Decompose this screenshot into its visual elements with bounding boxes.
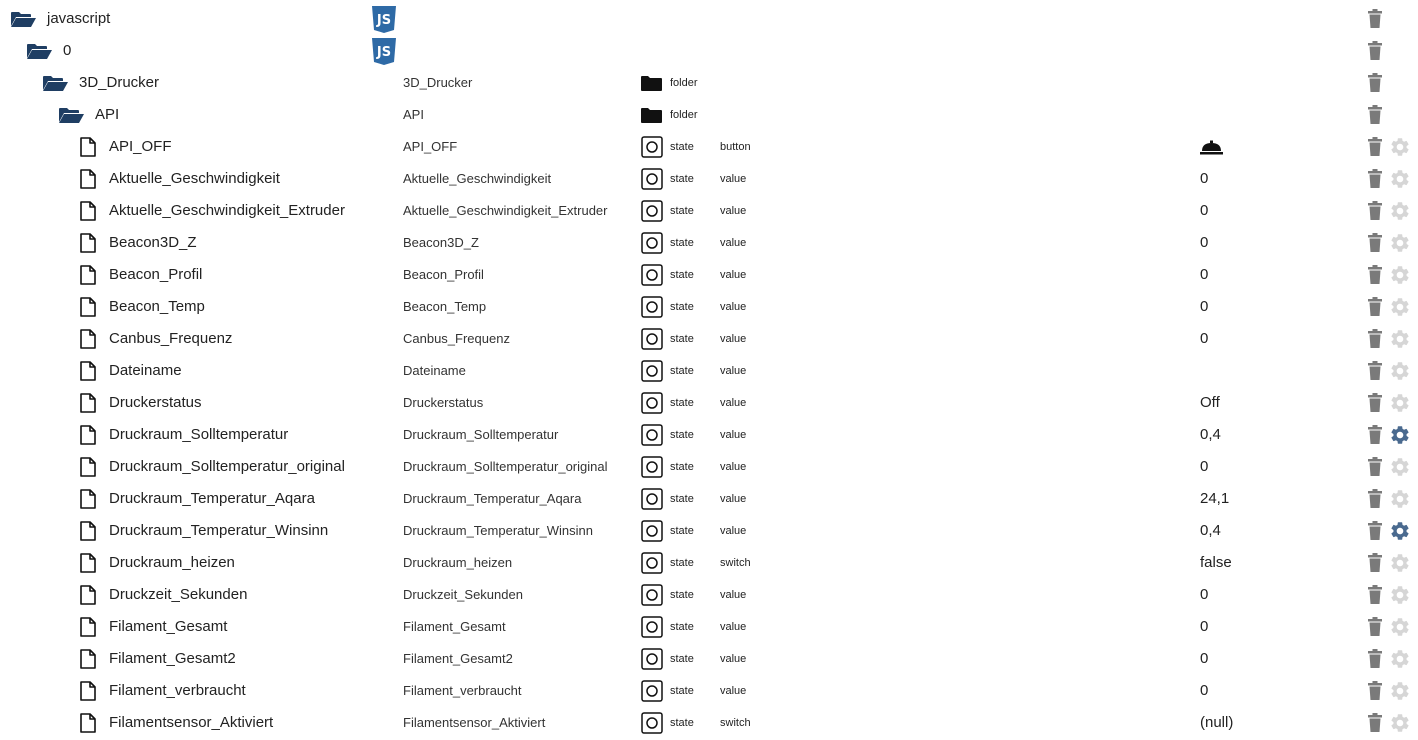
settings-gear-icon[interactable] [1389,136,1411,158]
state-type-icon [641,232,663,254]
state-role: value [720,429,747,441]
state-title: Druckraum_Solltemperatur [403,427,559,442]
state-type-icon [641,648,663,670]
tree-item-name: 0 [63,42,72,59]
state-role: value [720,301,747,313]
state-title: Filament_Gesamt [403,619,506,634]
delete-icon[interactable] [1367,329,1383,349]
state-type-icon [641,712,663,734]
state-title: Filament_Gesamt2 [403,651,513,666]
delete-icon[interactable] [1367,457,1383,477]
state-title: Filament_verbraucht [403,683,522,698]
state-name: Druckraum_Temperatur_Aqara [109,490,315,507]
state-value[interactable]: 0 [1200,682,1209,699]
object-type: folder [670,109,698,121]
delete-icon[interactable] [1367,681,1383,701]
state-name: Filament_Gesamt [109,618,228,635]
delete-icon[interactable] [1367,649,1383,669]
state-value[interactable]: 0 [1200,618,1209,635]
delete-icon[interactable] [1367,9,1383,29]
state-row-aktuelle-geschwindigkeit-extruder[interactable] [0,195,1418,227]
state-type-icon [641,264,663,286]
state-type-icon [641,168,663,190]
settings-gear-icon[interactable] [1389,392,1411,414]
state-row-aktuelle-geschwindigkeit[interactable] [0,163,1418,195]
state-row-druckerstatus[interactable] [0,387,1418,419]
object-type: state [670,237,694,249]
settings-gear-icon[interactable] [1389,264,1411,286]
state-title: Canbus_Frequenz [403,331,510,346]
file-icon [80,329,96,349]
object-type: state [670,301,694,313]
tree-row-instance-0[interactable] [0,35,1418,67]
state-type-icon [641,424,663,446]
state-name: API_OFF [109,138,172,155]
delete-icon[interactable] [1367,521,1383,541]
delete-icon[interactable] [1367,361,1383,381]
state-row-filament-gesamt2[interactable] [0,643,1418,675]
state-type-icon [641,520,663,542]
delete-icon[interactable] [1367,617,1383,637]
state-name: Beacon3D_Z [109,234,197,251]
state-name: Druckzeit_Sekunden [109,586,248,603]
object-type: state [670,525,694,537]
state-title: Druckzeit_Sekunden [403,587,523,602]
state-name: Filament_verbraucht [109,682,246,699]
state-value[interactable]: 0 [1200,586,1209,603]
file-icon [80,649,96,669]
state-value[interactable]: 0 [1200,170,1209,187]
file-icon [80,553,96,573]
state-title: Druckraum_Temperatur_Aqara [403,491,582,506]
js-logo-icon [371,37,397,66]
file-icon [80,713,96,733]
object-type: state [670,461,694,473]
object-type: state [670,589,694,601]
state-row-druckraum-heizen[interactable] [0,547,1418,579]
settings-gear-icon[interactable] [1389,168,1411,190]
state-name: Canbus_Frequenz [109,330,233,347]
delete-icon[interactable] [1367,169,1383,189]
object-type: state [670,269,694,281]
file-icon [80,681,96,701]
settings-gear-icon[interactable] [1389,456,1411,478]
state-title: Druckraum_heizen [403,555,513,570]
svg-text:JS: JS [376,13,392,28]
file-icon [80,201,96,221]
folder-open-icon[interactable] [58,107,85,124]
state-type-icon [641,136,663,158]
settings-gear-icon[interactable] [1389,616,1411,638]
object-type: state [670,621,694,633]
file-icon [80,137,96,157]
state-type-icon [641,296,663,318]
state-role: value [720,685,747,697]
state-role: value [720,397,747,409]
state-value[interactable]: 0 [1200,298,1209,315]
state-value[interactable]: 0 [1200,202,1209,219]
state-value[interactable]: 0 [1200,234,1209,251]
delete-icon[interactable] [1367,553,1383,573]
object-type: state [670,493,694,505]
state-value[interactable]: false [1200,554,1232,571]
tree-row-api[interactable] [0,99,1418,131]
state-name: Druckraum_Solltemperatur [109,426,289,443]
state-role: switch [720,557,751,569]
state-row-filamentsensor-aktiviert[interactable] [0,707,1418,739]
file-icon [80,585,96,605]
state-value[interactable]: 0 [1200,266,1209,283]
state-type-icon [641,552,663,574]
state-name: Filamentsensor_Aktiviert [109,714,274,731]
state-row-beacon-profil[interactable] [0,259,1418,291]
state-type-icon [641,616,663,638]
delete-icon[interactable] [1367,713,1383,733]
folder-open-icon[interactable] [10,11,37,28]
state-role: value [720,493,747,505]
state-value[interactable]: Off [1200,394,1220,411]
delete-icon[interactable] [1367,105,1383,125]
delete-icon[interactable] [1367,425,1383,445]
settings-gear-icon[interactable] [1389,232,1411,254]
state-value[interactable]: 24,1 [1200,490,1230,507]
state-title: Beacon_Temp [403,299,487,314]
tree-item-name: 3D_Drucker [79,74,160,91]
state-title: Aktuelle_Geschwindigkeit_Extruder [403,203,608,218]
state-title: Dateiname [403,363,466,378]
settings-gear-icon[interactable] [1389,296,1411,318]
settings-gear-icon[interactable] [1389,328,1411,350]
state-role: value [720,269,747,281]
delete-icon[interactable] [1367,265,1383,285]
state-name: Beacon_Profil [109,266,203,283]
file-icon [80,425,96,445]
delete-icon[interactable] [1367,393,1383,413]
settings-gear-icon[interactable] [1389,488,1411,510]
state-row-druckraum-temperatur-winsinn[interactable] [0,515,1418,547]
settings-gear-icon[interactable] [1389,680,1411,702]
file-icon [80,521,96,541]
state-name: Filament_Gesamt2 [109,650,236,667]
state-row-api-off[interactable] [0,131,1418,163]
state-name: Druckraum_Temperatur_Winsinn [109,522,329,539]
object-type: state [670,205,694,217]
state-role: switch [720,717,751,729]
state-row-druckraum-temperatur-aqara[interactable] [0,483,1418,515]
delete-icon[interactable] [1367,585,1383,605]
settings-gear-icon[interactable] [1389,360,1411,382]
bell-icon[interactable] [1200,139,1223,155]
object-type: state [670,717,694,729]
state-title: Druckraum_Temperatur_Winsinn [403,523,594,538]
delete-icon[interactable] [1367,201,1383,221]
settings-gear-icon[interactable] [1389,584,1411,606]
state-row-druckzeit-sekunden[interactable] [0,579,1418,611]
state-role: value [720,365,747,377]
file-icon [80,169,96,189]
state-value[interactable]: (null) [1200,714,1234,731]
object-type: state [670,141,694,153]
settings-gear-icon[interactable] [1389,520,1411,542]
state-row-beacon-temp[interactable] [0,291,1418,323]
delete-icon[interactable] [1367,73,1383,93]
object-type: state [670,173,694,185]
state-row-druckraum-solltemperatur-original[interactable] [0,451,1418,483]
state-value[interactable]: 0 [1200,650,1209,667]
folder-icon [641,76,662,91]
state-type-icon [641,488,663,510]
state-title: Druckraum_Solltemperatur_original [403,459,608,474]
object-type: state [670,397,694,409]
object-type: state [670,685,694,697]
tree-item-name: API [95,106,120,123]
tree-item-title: 3D_Drucker [403,75,473,90]
state-type-icon [641,328,663,350]
state-title: Filamentsensor_Aktiviert [403,715,546,730]
state-name: Druckerstatus [109,394,202,411]
state-name: Druckraum_heizen [109,554,235,571]
js-logo-icon [371,5,397,34]
state-role: value [720,205,747,217]
state-role: button [720,141,751,153]
state-role: value [720,589,747,601]
state-role: value [720,525,747,537]
file-icon [80,457,96,477]
folder-icon [641,108,662,123]
state-role: value [720,621,747,633]
settings-gear-icon[interactable] [1389,200,1411,222]
state-title: Beacon3D_Z [403,235,479,250]
state-type-icon [641,456,663,478]
object-type: state [670,365,694,377]
folder-open-icon[interactable] [26,43,53,60]
state-row-beacon3d-z[interactable] [0,227,1418,259]
settings-gear-icon[interactable] [1389,648,1411,670]
file-icon [80,489,96,509]
state-type-icon [641,200,663,222]
object-type: state [670,653,694,665]
file-icon [80,265,96,285]
delete-icon[interactable] [1367,137,1383,157]
file-icon [80,233,96,253]
state-type-icon [641,680,663,702]
delete-icon[interactable] [1367,41,1383,61]
state-title: Beacon_Profil [403,267,484,282]
state-role: value [720,237,747,249]
state-row-filament-verbraucht[interactable] [0,675,1418,707]
file-icon [80,361,96,381]
state-type-icon [641,360,663,382]
state-title: Druckerstatus [403,395,484,410]
state-role: value [720,461,747,473]
state-type-icon [641,392,663,414]
state-role: value [720,173,747,185]
state-row-filament-gesamt[interactable] [0,611,1418,643]
state-value[interactable]: 0,4 [1200,426,1221,443]
delete-icon[interactable] [1367,489,1383,509]
object-type: state [670,429,694,441]
file-icon [80,617,96,637]
tree-row-javascript[interactable] [0,3,1418,35]
state-name: Druckraum_Solltemperatur_original [109,458,345,475]
settings-gear-icon[interactable] [1389,712,1411,734]
state-row-canbus-frequenz[interactable] [0,323,1418,355]
state-name: Beacon_Temp [109,298,205,315]
state-value[interactable]: 0 [1200,330,1209,347]
state-role: value [720,653,747,665]
delete-icon[interactable] [1367,233,1383,253]
state-type-icon [641,584,663,606]
state-name: Aktuelle_Geschwindigkeit_Extruder [109,202,345,219]
svg-text:JS: JS [376,45,392,60]
state-row-druckraum-solltemperatur[interactable] [0,419,1418,451]
state-name: Aktuelle_Geschwindigkeit [109,170,280,187]
object-type: folder [670,77,698,89]
object-type: state [670,333,694,345]
settings-gear-icon[interactable] [1389,424,1411,446]
settings-gear-icon[interactable] [1389,552,1411,574]
file-icon [80,297,96,317]
state-role: value [720,333,747,345]
state-row-dateiname[interactable] [0,355,1418,387]
state-title: API_OFF [403,139,458,154]
delete-icon[interactable] [1367,297,1383,317]
state-title: Aktuelle_Geschwindigkeit [403,171,552,186]
tree-row-3d-drucker[interactable] [0,67,1418,99]
folder-open-icon[interactable] [42,75,69,92]
file-icon [80,393,96,413]
object-type: state [670,557,694,569]
state-value[interactable]: 0,4 [1200,522,1221,539]
tree-item-title: API [403,107,424,122]
state-value[interactable]: 0 [1200,458,1209,475]
state-name: Dateiname [109,362,182,379]
tree-item-name: javascript [47,10,111,27]
